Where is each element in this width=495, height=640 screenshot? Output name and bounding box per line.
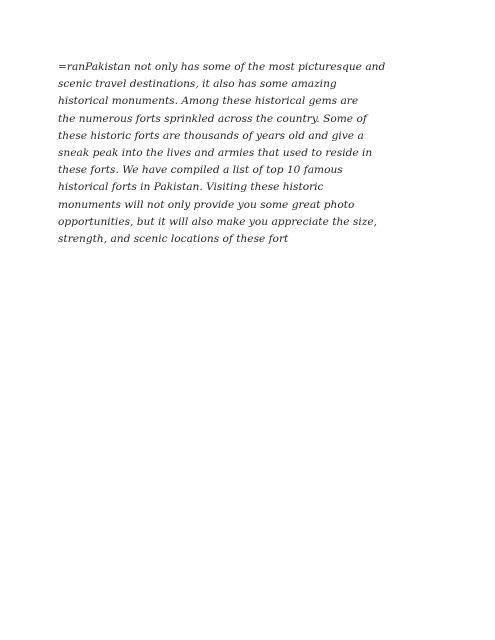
paragraph-line: =ranPakistan not only has some of the most picturesque and [58,61,386,73]
paragraph-line: these historic forts are thousands of years old and give a [58,129,364,142]
paragraph-line: the numerous forts sprinkled across the country. Some of [58,112,367,125]
paragraph-line: monuments will not only provide you some great photo [58,198,355,211]
paragraph-line: historical forts in Pakistan. Visiting these historic [58,181,324,194]
paragraph-line: these forts. We have compiled a list of top 10 famous [58,164,343,177]
paragraph-line: sneak peak into the lives and armies that used to reside in [58,146,373,159]
body-paragraph [58,59,386,248]
paragraph-line: strength, and scenic locations of these fort [58,232,289,245]
paragraph-line: opportunities, but it will also make you appreciate the size, [58,215,377,228]
paragraph-line: historical monuments. Among these historical gems are [58,95,359,108]
paragraph-line: scenic travel destinations, it also has some amazing [58,78,337,91]
